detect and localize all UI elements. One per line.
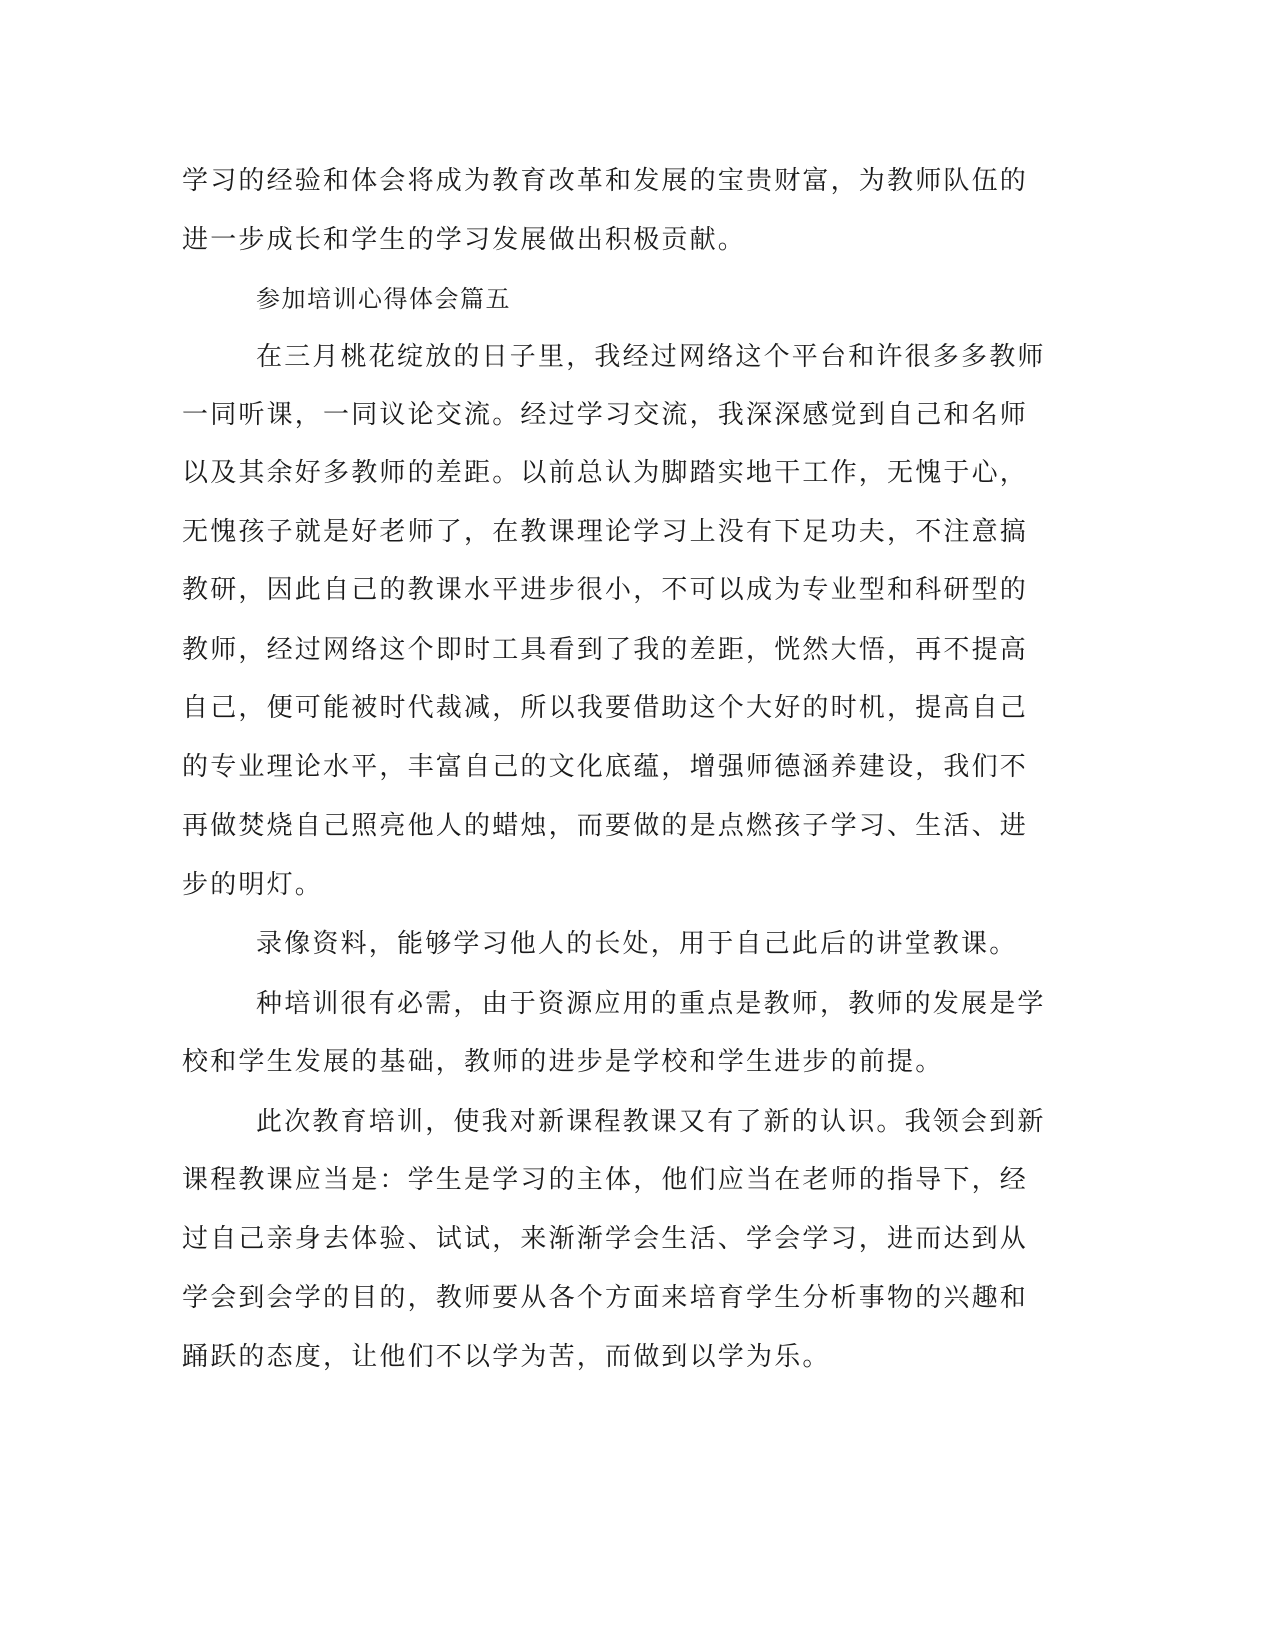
paragraph-line: 课程教课应当是：学生是学习的主体，他们应当在老师的指导下，经 bbox=[182, 1165, 1029, 1195]
paragraph-line: 步的明灯。 bbox=[182, 870, 324, 900]
paragraph-line: 过自己亲身去体验、试试，来渐渐学会生活、学会学习，进而达到从 bbox=[182, 1224, 1029, 1254]
paragraph-line: 种培训很有必需，由于资源应用的重点是教师，教师的发展是学 bbox=[256, 989, 1046, 1019]
paragraph-line: 无愧孩子就是好老师了，在教课理论学习上没有下足功夫，不注意搞 bbox=[182, 517, 1029, 547]
paragraph-line: 一同听课，一同议论交流。经过学习交流，我深深感觉到自己和名师 bbox=[182, 400, 1029, 430]
paragraph-line: 进一步成长和学生的学习发展做出积极贡献。 bbox=[182, 225, 747, 255]
paragraph-line: 学会到会学的目的，教师要从各个方面来培育学生分析事物的兴趣和 bbox=[182, 1283, 1029, 1313]
paragraph-line: 以及其余好多教师的差距。以前总认为脚踏实地干工作，无愧于心， bbox=[182, 458, 1029, 488]
paragraph-line: 学习的经验和体会将成为教育改革和发展的宝贵财富，为教师队伍的 bbox=[182, 166, 1029, 196]
paragraph-line: 此次教育培训，使我对新课程教课又有了新的认识。我领会到新 bbox=[256, 1107, 1046, 1137]
paragraph-line: 的专业理论水平，丰富自己的文化底蕴，增强师德涵养建设，我们不 bbox=[182, 752, 1029, 782]
paragraph-line: 在三月桃花绽放的日子里，我经过网络这个平台和许很多多教师 bbox=[256, 342, 1046, 372]
paragraph-line: 再做焚烧自己照亮他人的蜡烛，而要做的是点燃孩子学习、生活、进 bbox=[182, 811, 1029, 841]
paragraph-line: 录像资料，能够学习他人的长处，用于自己此后的讲堂教课。 bbox=[256, 929, 1018, 959]
paragraph-line: 教研，因此自己的教课水平进步很小，不可以成为专业型和科研型的 bbox=[182, 575, 1029, 605]
paragraph-line: 教师，经过网络这个即时工具看到了我的差距，恍然大悟，再不提高 bbox=[182, 635, 1029, 665]
section-heading: 参加培训心得体会篇五 bbox=[256, 285, 511, 313]
paragraph-line: 校和学生发展的基础，教师的进步是学校和学生进步的前提。 bbox=[182, 1047, 944, 1077]
paragraph-line: 踊跃的态度，让他们不以学为苦，而做到以学为乐。 bbox=[182, 1342, 831, 1372]
paragraph-line: 自己，便可能被时代裁减，所以我要借助这个大好的时机，提高自己 bbox=[182, 693, 1029, 723]
